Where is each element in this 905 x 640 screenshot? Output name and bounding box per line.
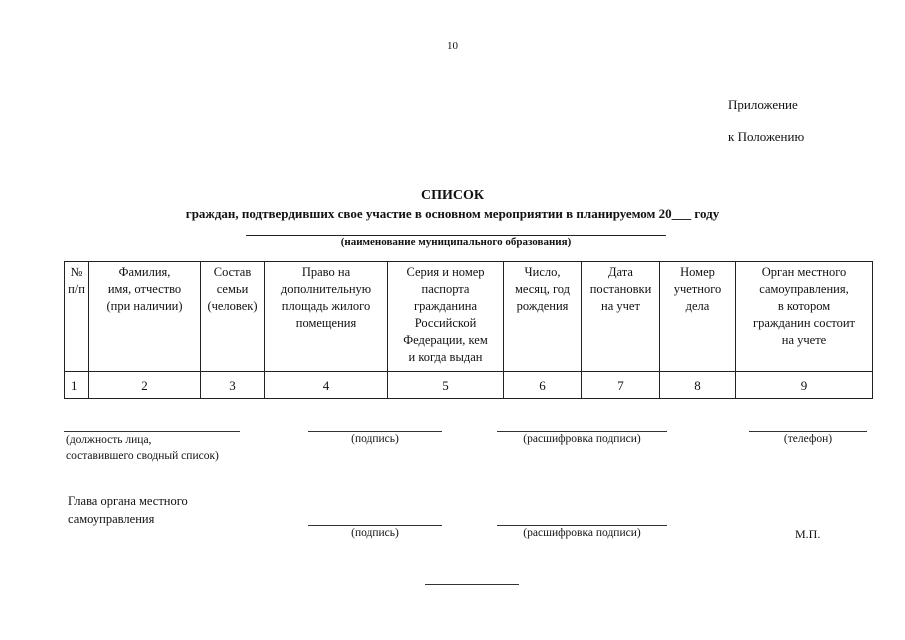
header-line: самоуправления, [759, 282, 849, 296]
head-label-line1: Глава органа местного [68, 494, 188, 508]
signature-caption-head: (подпись) [351, 527, 399, 539]
decoding-caption-head: (расшифровка подписи) [523, 527, 641, 539]
header-line: № [70, 265, 83, 279]
column-number-4: 4 [265, 372, 388, 399]
header-line: Состав [213, 265, 252, 279]
appendix-label: Приложение [728, 97, 798, 112]
head-label-line2: самоуправления [68, 512, 155, 526]
header-full-name [89, 262, 201, 372]
header-line: в котором [777, 299, 831, 313]
header-registration-date [582, 262, 660, 372]
header-local-authority [736, 262, 873, 372]
end-separator-line [425, 584, 519, 585]
phone-caption: (телефон) [783, 433, 833, 445]
column-number-8: 8 [660, 372, 736, 399]
position-caption [66, 432, 219, 464]
header-line: помещения [295, 316, 357, 330]
decoding-line-top [497, 431, 667, 432]
table-header-row [65, 262, 873, 372]
header-line: площадь жилого [281, 299, 371, 313]
header-extra-space-right [265, 262, 388, 372]
header-family-size [201, 262, 265, 372]
header-line: гражданина [413, 299, 478, 313]
header-line: имя, отчество [107, 282, 182, 296]
header-line: Номер [680, 265, 715, 279]
header-line: Число, [524, 265, 561, 279]
header-line: гражданин состоит [752, 316, 856, 330]
header-number [65, 262, 89, 372]
position-caption-line2: составившего сводный список) [66, 450, 219, 462]
column-number-6: 6 [504, 372, 582, 399]
header-line: на учете [781, 333, 827, 347]
header-line: Дата [608, 265, 633, 279]
header-line: Федерации, кем [403, 333, 488, 347]
citizens-table [64, 261, 873, 399]
header-line: (при наличии) [106, 299, 183, 313]
header-line: Орган местного [761, 265, 847, 279]
header-line: дела [685, 299, 710, 313]
header-line: п/п [68, 282, 85, 296]
column-number-9: 9 [736, 372, 873, 399]
column-number-2: 2 [89, 372, 201, 399]
municipality-caption: (наименование муниципального образования) [340, 236, 572, 248]
document-title: СПИСОК [420, 188, 485, 203]
header-line: семьи [216, 282, 249, 296]
head-of-authority-label [68, 492, 188, 528]
signature-line-head [308, 525, 442, 526]
header-birth-date [504, 262, 582, 372]
header-line: рождения [516, 299, 569, 313]
header-line: Российской [414, 316, 477, 330]
header-case-number [660, 262, 736, 372]
column-number-5: 5 [388, 372, 504, 399]
header-line: Фамилия, [118, 265, 171, 279]
column-number-3: 3 [201, 372, 265, 399]
header-line: Серия и номер [406, 265, 485, 279]
decoding-caption-top: (расшифровка подписи) [523, 433, 641, 445]
page-number: 10 [447, 40, 458, 52]
table-row [65, 372, 873, 399]
header-line: Право на [301, 265, 351, 279]
phone-line [749, 431, 867, 432]
position-caption-line1: (должность лица, [66, 434, 152, 446]
header-line: дополнительную [280, 282, 372, 296]
header-line: паспорта [421, 282, 470, 296]
header-line: учетного [673, 282, 722, 296]
header-passport [388, 262, 504, 372]
document-subtitle: граждан, подтвердивших свое участие в основном мероприятии в планируемом 20___ году [185, 206, 720, 221]
decoding-line-head [497, 525, 667, 526]
header-line: постановки [589, 282, 652, 296]
appendix-reference: к Положению [728, 129, 805, 144]
column-number-7: 7 [582, 372, 660, 399]
header-line: на учет [601, 299, 640, 313]
column-number-1: 1 [65, 372, 89, 399]
header-line: месяц, год [514, 282, 571, 296]
header-line: (человек) [207, 299, 258, 313]
stamp-place-label: М.П. [795, 527, 821, 541]
header-line: и когда выдан [408, 350, 483, 364]
signature-line-top [308, 431, 442, 432]
signature-caption-top: (подпись) [351, 433, 399, 445]
